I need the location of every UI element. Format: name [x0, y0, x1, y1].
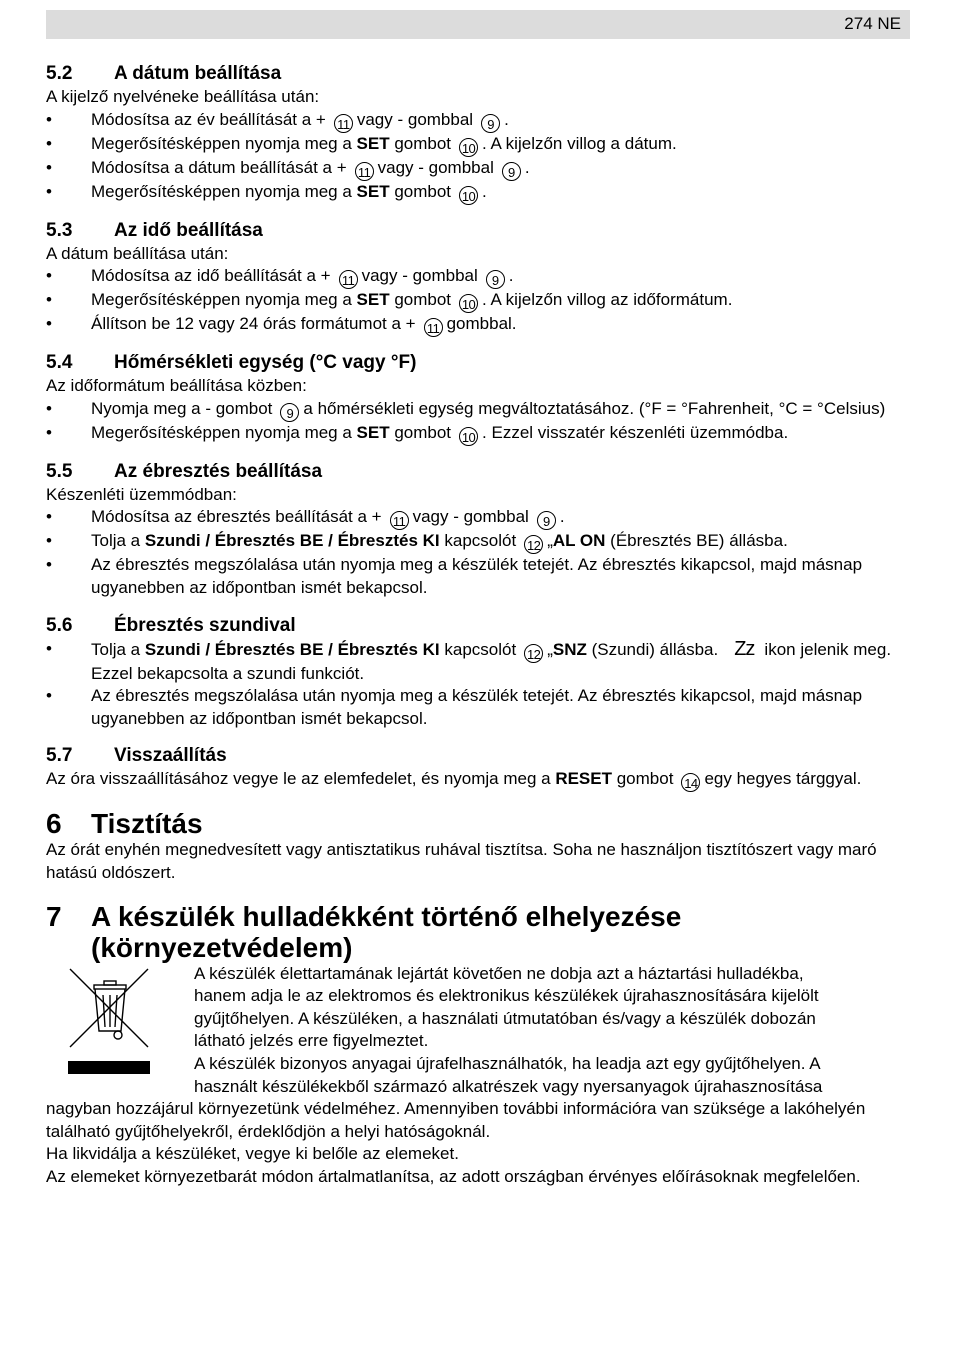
- document-page: [46, 10, 910, 1188]
- section-5-5: [46, 460, 910, 600]
- chapter-paragraph: Az órát enyhén megnedvesített vagy antisztatikus ruhával tisztítsa. Soha ne használjon tisztítószert vagy maró hatású oldószert.: [46, 840, 877, 882]
- ref-12-icon: 12: [524, 644, 543, 663]
- ref-9-icon: 9: [486, 270, 505, 289]
- ref-11-icon: 11: [334, 114, 353, 133]
- section-heading: 5.6 Ébresztés szundival: [46, 614, 296, 636]
- bullet-list: [46, 109, 910, 205]
- section-5-7: [46, 744, 910, 792]
- ref-10-icon: 10: [459, 427, 478, 446]
- list-item: • Megerősítésképpen nyomja meg a SET gombot 10 . A kijelzőn villog az időformátum.: [46, 289, 910, 313]
- section-5-4: [46, 351, 910, 446]
- list-item: • Megerősítésképpen nyomja meg a SET gombot 10 . Ezzel visszatér készenléti üzemmódba.: [46, 422, 910, 446]
- section-5-2: [46, 62, 910, 205]
- ref-14-icon: 14: [681, 773, 700, 792]
- bullet-list: [46, 265, 910, 337]
- ref-9-icon: 9: [537, 511, 556, 530]
- section-heading: 5.5 Az ébresztés beállítása: [46, 460, 323, 482]
- chapter-paragraph: Ha likvidálja a készüléket, vegye ki belőle az elemeket.: [46, 1144, 459, 1164]
- ref-10-icon: 10: [459, 186, 478, 205]
- disposal-block: [46, 963, 910, 1099]
- list-item: • Nyomja meg a - gombot 9 a hőmérsékleti egység megváltoztatásához. (°F = °Fahrenheit, °C = °Celsius): [46, 398, 910, 422]
- chapter-paragraph: Az elemeket környezetbarát módon ártalmatlanítsa, az adott országban érvényes előírásoknak megfelelően.: [46, 1166, 861, 1186]
- ref-10-icon: 10: [459, 138, 478, 157]
- section-heading: 5.4 Hőmérsékleti egység (°C vagy °F): [46, 352, 417, 374]
- list-item: • Módosítsa a dátum beállítását a + 11 vagy - gombbal 9 .: [46, 157, 910, 181]
- section-heading: 5.2 A dátum beállítása: [46, 63, 282, 84]
- section-intro: Készenléti üzemmódban:: [46, 484, 237, 504]
- ref-9-icon: 9: [280, 403, 299, 422]
- section-intro: A dátum beállítása után:: [46, 243, 229, 263]
- section-7: [46, 901, 910, 1189]
- ref-12-icon: 12: [524, 535, 543, 554]
- ref-9-icon: 9: [502, 162, 521, 181]
- section-5-3: [46, 219, 910, 338]
- section-intro: A kijelző nyelvéneke beállítása után:: [46, 87, 320, 106]
- section-intro: Az időformátum beállítása közben:: [46, 376, 307, 396]
- section-paragraph: Az óra visszaállításához vegye le az elemfedelet, és nyomja meg a RESET gombot 14 egy hegyes tárggyal.: [46, 769, 862, 792]
- chapter-heading: 6 Tisztítás: [46, 808, 203, 840]
- list-item: • Megerősítésképpen nyomja meg a SET gombot 10 .: [46, 181, 910, 205]
- ref-9-icon: 9: [481, 114, 500, 133]
- ref-10-icon: 10: [459, 294, 478, 313]
- page-header-bar: [46, 10, 910, 39]
- bullet-list: [46, 638, 910, 731]
- list-item: • Megerősítésképpen nyomja meg a SET gombot 10 . A kijelzőn villog a dátum.: [46, 133, 910, 157]
- list-item: • Módosítsa az év beállítását a + 11 vagy - gombbal 9 .: [46, 109, 910, 133]
- crossed-bin-weee-icon: [68, 967, 152, 1075]
- list-item: • Módosítsa az ébresztés beállítását a + 11 vagy - gombbal 9 .: [46, 506, 910, 530]
- list-item: • Tolja a Szundi / Ébresztés BE / Ébresztés KI kapcsolót 12 „SNZ (Szundi) állásba. Zz ikon jelenik meg. Ezzel bekapcsolta a szundi funkciót.: [46, 638, 910, 686]
- text-line: hanem adja le az elektromos és elektronikus készülékek újrahasznosítására kijelölt: [194, 986, 819, 1006]
- list-item: • Módosítsa az idő beállítását a + 11 vagy - gombbal 9 .: [46, 265, 910, 289]
- section-heading: 5.3 Az idő beállítása: [46, 219, 263, 241]
- text-line: használt készülékekből származó alkatrészek vagy nyersanyagok újrahasznosítása: [194, 1076, 823, 1096]
- text-line: A készülék élettartamának lejártát követően ne dobja azt a háztartási hulladékba,: [194, 963, 804, 983]
- chapter-heading: 7 A készülék hulladékként történő elhelyezése (környezetvédelem): [46, 900, 682, 963]
- bullet-list: [46, 506, 910, 599]
- section-heading: 5.7 Visszaállítás: [46, 745, 227, 767]
- list-item: • Az ébresztés megszólalása után nyomja meg a készülék tetejét. Az ébresztés kikapcsol, majd másnap ugyanebben az időpontban ismét bekapcsol.: [46, 554, 910, 599]
- snooze-zz-icon: Zz: [734, 637, 755, 660]
- text-line: gyűjtőhelyen. A készüléken, a használati útmutatóban és/vagy a készülék dobozán: [194, 1008, 816, 1028]
- text-line: A készülék bizonyos anyagai újrafelhasználhatók, ha leadja azt egy gyűjtőhelyen. A: [194, 1053, 821, 1073]
- ref-11-icon: 11: [339, 270, 358, 289]
- ref-11-icon: 11: [424, 318, 443, 337]
- text-line: látható jelzés erre figyelmeztet.: [194, 1031, 429, 1051]
- list-item: • Állítson be 12 vagy 24 órás formátumot a + 11 gombbal.: [46, 313, 910, 337]
- list-item: • Az ébresztés megszólalása után nyomja meg a készülék tetejét. Az ébresztés kikapcsol, majd másnap ugyanebben az időpontban ismét bekapcsol.: [46, 685, 910, 730]
- chapter-paragraph: nagyban hozzájárul környezetünk védelméhez. Amennyiben további információra van szüksége a lakóhelyén található gyűjtőhelyekről, érdeklődjön a helyi hatóságoknál.: [46, 1099, 866, 1141]
- ref-11-icon: 11: [390, 511, 409, 530]
- list-item: • Tolja a Szundi / Ébresztés BE / Ébresztés KI kapcsolót 12 „AL ON (Ébresztés BE) állásba.: [46, 530, 910, 554]
- section-6: [46, 808, 910, 884]
- page-number: 274 NE: [844, 14, 901, 33]
- bullet-list: [46, 398, 910, 446]
- section-5-6: [46, 614, 910, 731]
- ref-11-icon: 11: [355, 162, 374, 181]
